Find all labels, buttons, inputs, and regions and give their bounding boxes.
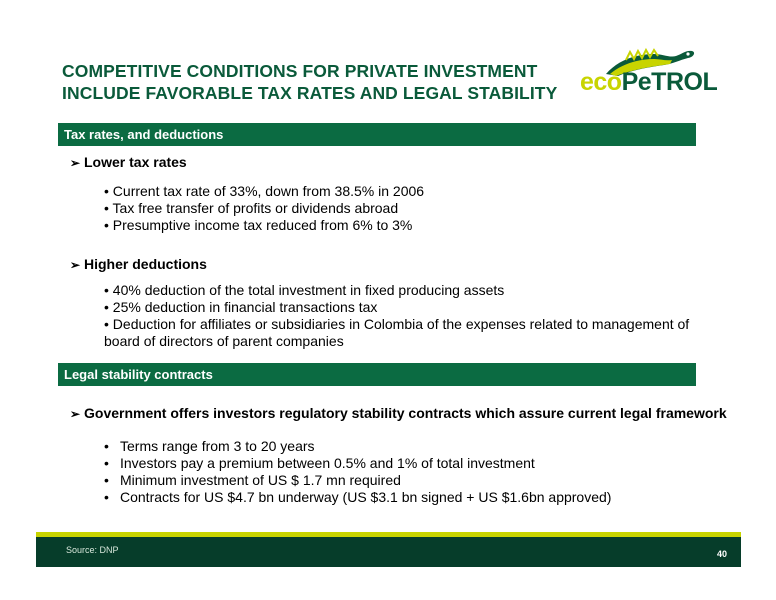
bullet-dot-icon: • bbox=[104, 489, 109, 505]
arrow-bullet-icon: ➢ bbox=[70, 258, 81, 272]
footer-bar bbox=[36, 537, 741, 567]
list-item: • 25% deduction in financial transactions tax bbox=[104, 299, 378, 315]
lower-tax-heading-text: Lower tax rates bbox=[84, 154, 187, 170]
list-item bbox=[104, 472, 611, 489]
list-item bbox=[104, 489, 611, 506]
bullet-dot-icon: • bbox=[104, 438, 109, 454]
legal-heading bbox=[70, 405, 727, 421]
title-line-2: INCLUDE FAVORABLE TAX RATES AND LEGAL STABILITY bbox=[62, 83, 558, 103]
legal-section-header: Legal stability contracts bbox=[58, 363, 696, 386]
list-item: • Tax free transfer of profits or dividends abroad bbox=[104, 200, 399, 216]
list-item: • Presumptive income tax reduced from 6% to 3% bbox=[104, 217, 413, 233]
source-note: Source: DNP bbox=[66, 545, 119, 555]
list-item-text: Contracts for US $4.7 bn underway (US $3.1 bn signed + US $1.6bn approved) bbox=[120, 489, 612, 505]
higher-deductions-list bbox=[104, 282, 694, 350]
logo-eco: eco bbox=[580, 68, 622, 96]
list-item: • Current tax rate of 33%, down from 38.5% in 2006 bbox=[104, 183, 425, 199]
arrow-bullet-icon: ➢ bbox=[70, 407, 81, 421]
higher-deductions-heading-text: Higher deductions bbox=[84, 256, 207, 272]
logo-wordmark bbox=[580, 68, 717, 97]
legal-list bbox=[104, 438, 611, 506]
logo-petrol: PeTROL bbox=[621, 68, 718, 96]
list-item: • Deduction for affiliates or subsidiaries in Colombia of the expenses related to management of board of directors of parent companies bbox=[104, 316, 690, 349]
list-item-text: Minimum investment of US $ 1.7 mn required bbox=[120, 472, 401, 488]
bullet-dot-icon: • bbox=[104, 455, 109, 471]
ecopetrol-logo bbox=[566, 40, 726, 105]
list-item bbox=[104, 438, 611, 455]
tax-section-header: Tax rates, and deductions bbox=[58, 123, 696, 146]
list-item bbox=[104, 455, 611, 472]
slide-title bbox=[62, 60, 582, 104]
title-line-1: COMPETITIVE CONDITIONS FOR PRIVATE INVESTMENT bbox=[62, 61, 538, 81]
list-item-text: Terms range from 3 to 20 years bbox=[120, 438, 315, 454]
lower-tax-heading bbox=[70, 154, 187, 170]
legal-heading-text: Government offers investors regulatory stability contracts which assure current legal framework bbox=[84, 405, 727, 421]
lower-tax-list bbox=[104, 183, 424, 234]
higher-deductions-heading bbox=[70, 256, 207, 272]
list-item-text: Investors pay a premium between 0.5% and 1% of total investment bbox=[120, 455, 535, 471]
list-item: • 40% deduction of the total investment in fixed producing assets bbox=[104, 282, 505, 298]
arrow-bullet-icon: ➢ bbox=[70, 156, 81, 170]
page-number: 40 bbox=[716, 549, 727, 559]
bullet-dot-icon: • bbox=[104, 472, 109, 488]
